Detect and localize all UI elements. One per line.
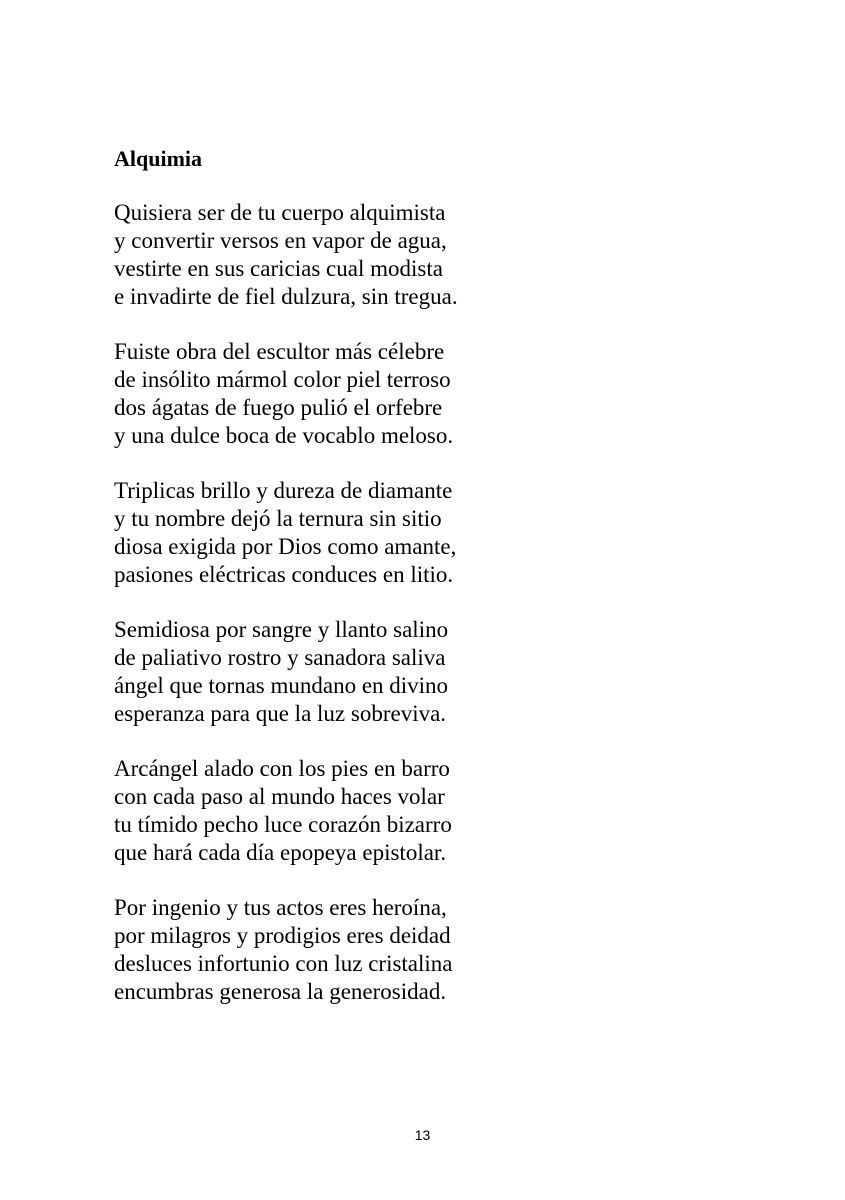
poem-body bbox=[114, 199, 714, 1033]
verse-line: e invadirte de fiel dulzura, sin tregua. bbox=[114, 283, 458, 309]
verse-line: esperanza para que la luz sobreviva. bbox=[114, 700, 447, 726]
verse-line: dos ágatas de fuego pulió el orfebre bbox=[114, 394, 443, 420]
verse-line: vestirte en sus caricias cual modista bbox=[114, 255, 443, 281]
verse-line: y convertir versos en vapor de agua, bbox=[114, 227, 447, 253]
verse-line: con cada paso al mundo haces volar bbox=[114, 784, 445, 810]
verse-line: que hará cada día epopeya epistolar. bbox=[114, 839, 447, 865]
stanza-2 bbox=[114, 338, 714, 450]
page-number: 13 bbox=[414, 1127, 431, 1143]
verse-line: ángel que tornas mundano en divino bbox=[114, 672, 449, 698]
poem-title: Alquimia bbox=[114, 146, 203, 171]
verse-line: encumbras generosa la generosidad. bbox=[114, 978, 447, 1004]
verse-line: tu tímido pecho luce corazón bizarro bbox=[114, 812, 452, 838]
verse-line: pasiones eléctricas conduces en litio. bbox=[114, 561, 454, 587]
verse-line: Fuiste obra del escultor más célebre bbox=[114, 339, 445, 365]
verse-line: de insólito mármol color piel terroso bbox=[114, 366, 451, 392]
verse-line: Por ingenio y tus actos eres heroína, bbox=[114, 895, 447, 921]
stanza-4 bbox=[114, 616, 714, 728]
stanza-3 bbox=[114, 477, 714, 589]
stanza-6 bbox=[114, 894, 714, 1006]
verse-line: por milagros y prodigios eres deidad bbox=[114, 923, 451, 949]
verse-line: de paliativo rostro y sanadora saliva bbox=[114, 645, 446, 671]
verse-line: diosa exigida por Dios como amante, bbox=[114, 533, 457, 559]
verse-line: Triplicas brillo y dureza de diamante bbox=[114, 478, 453, 504]
stanza-5 bbox=[114, 755, 714, 867]
verse-line: y una dulce boca de vocablo meloso. bbox=[114, 422, 454, 448]
verse-line: desluces infortunio con luz cristalina bbox=[114, 951, 453, 977]
verse-line: y tu nombre dejó la ternura sin sitio bbox=[114, 506, 442, 532]
verse-line: Quisiera ser de tu cuerpo alquimista bbox=[114, 200, 446, 225]
verse-line: Arcángel alado con los pies en barro bbox=[114, 756, 450, 782]
verse-line: Semidiosa por sangre y llanto salino bbox=[114, 617, 449, 643]
stanza-1 bbox=[114, 199, 714, 311]
